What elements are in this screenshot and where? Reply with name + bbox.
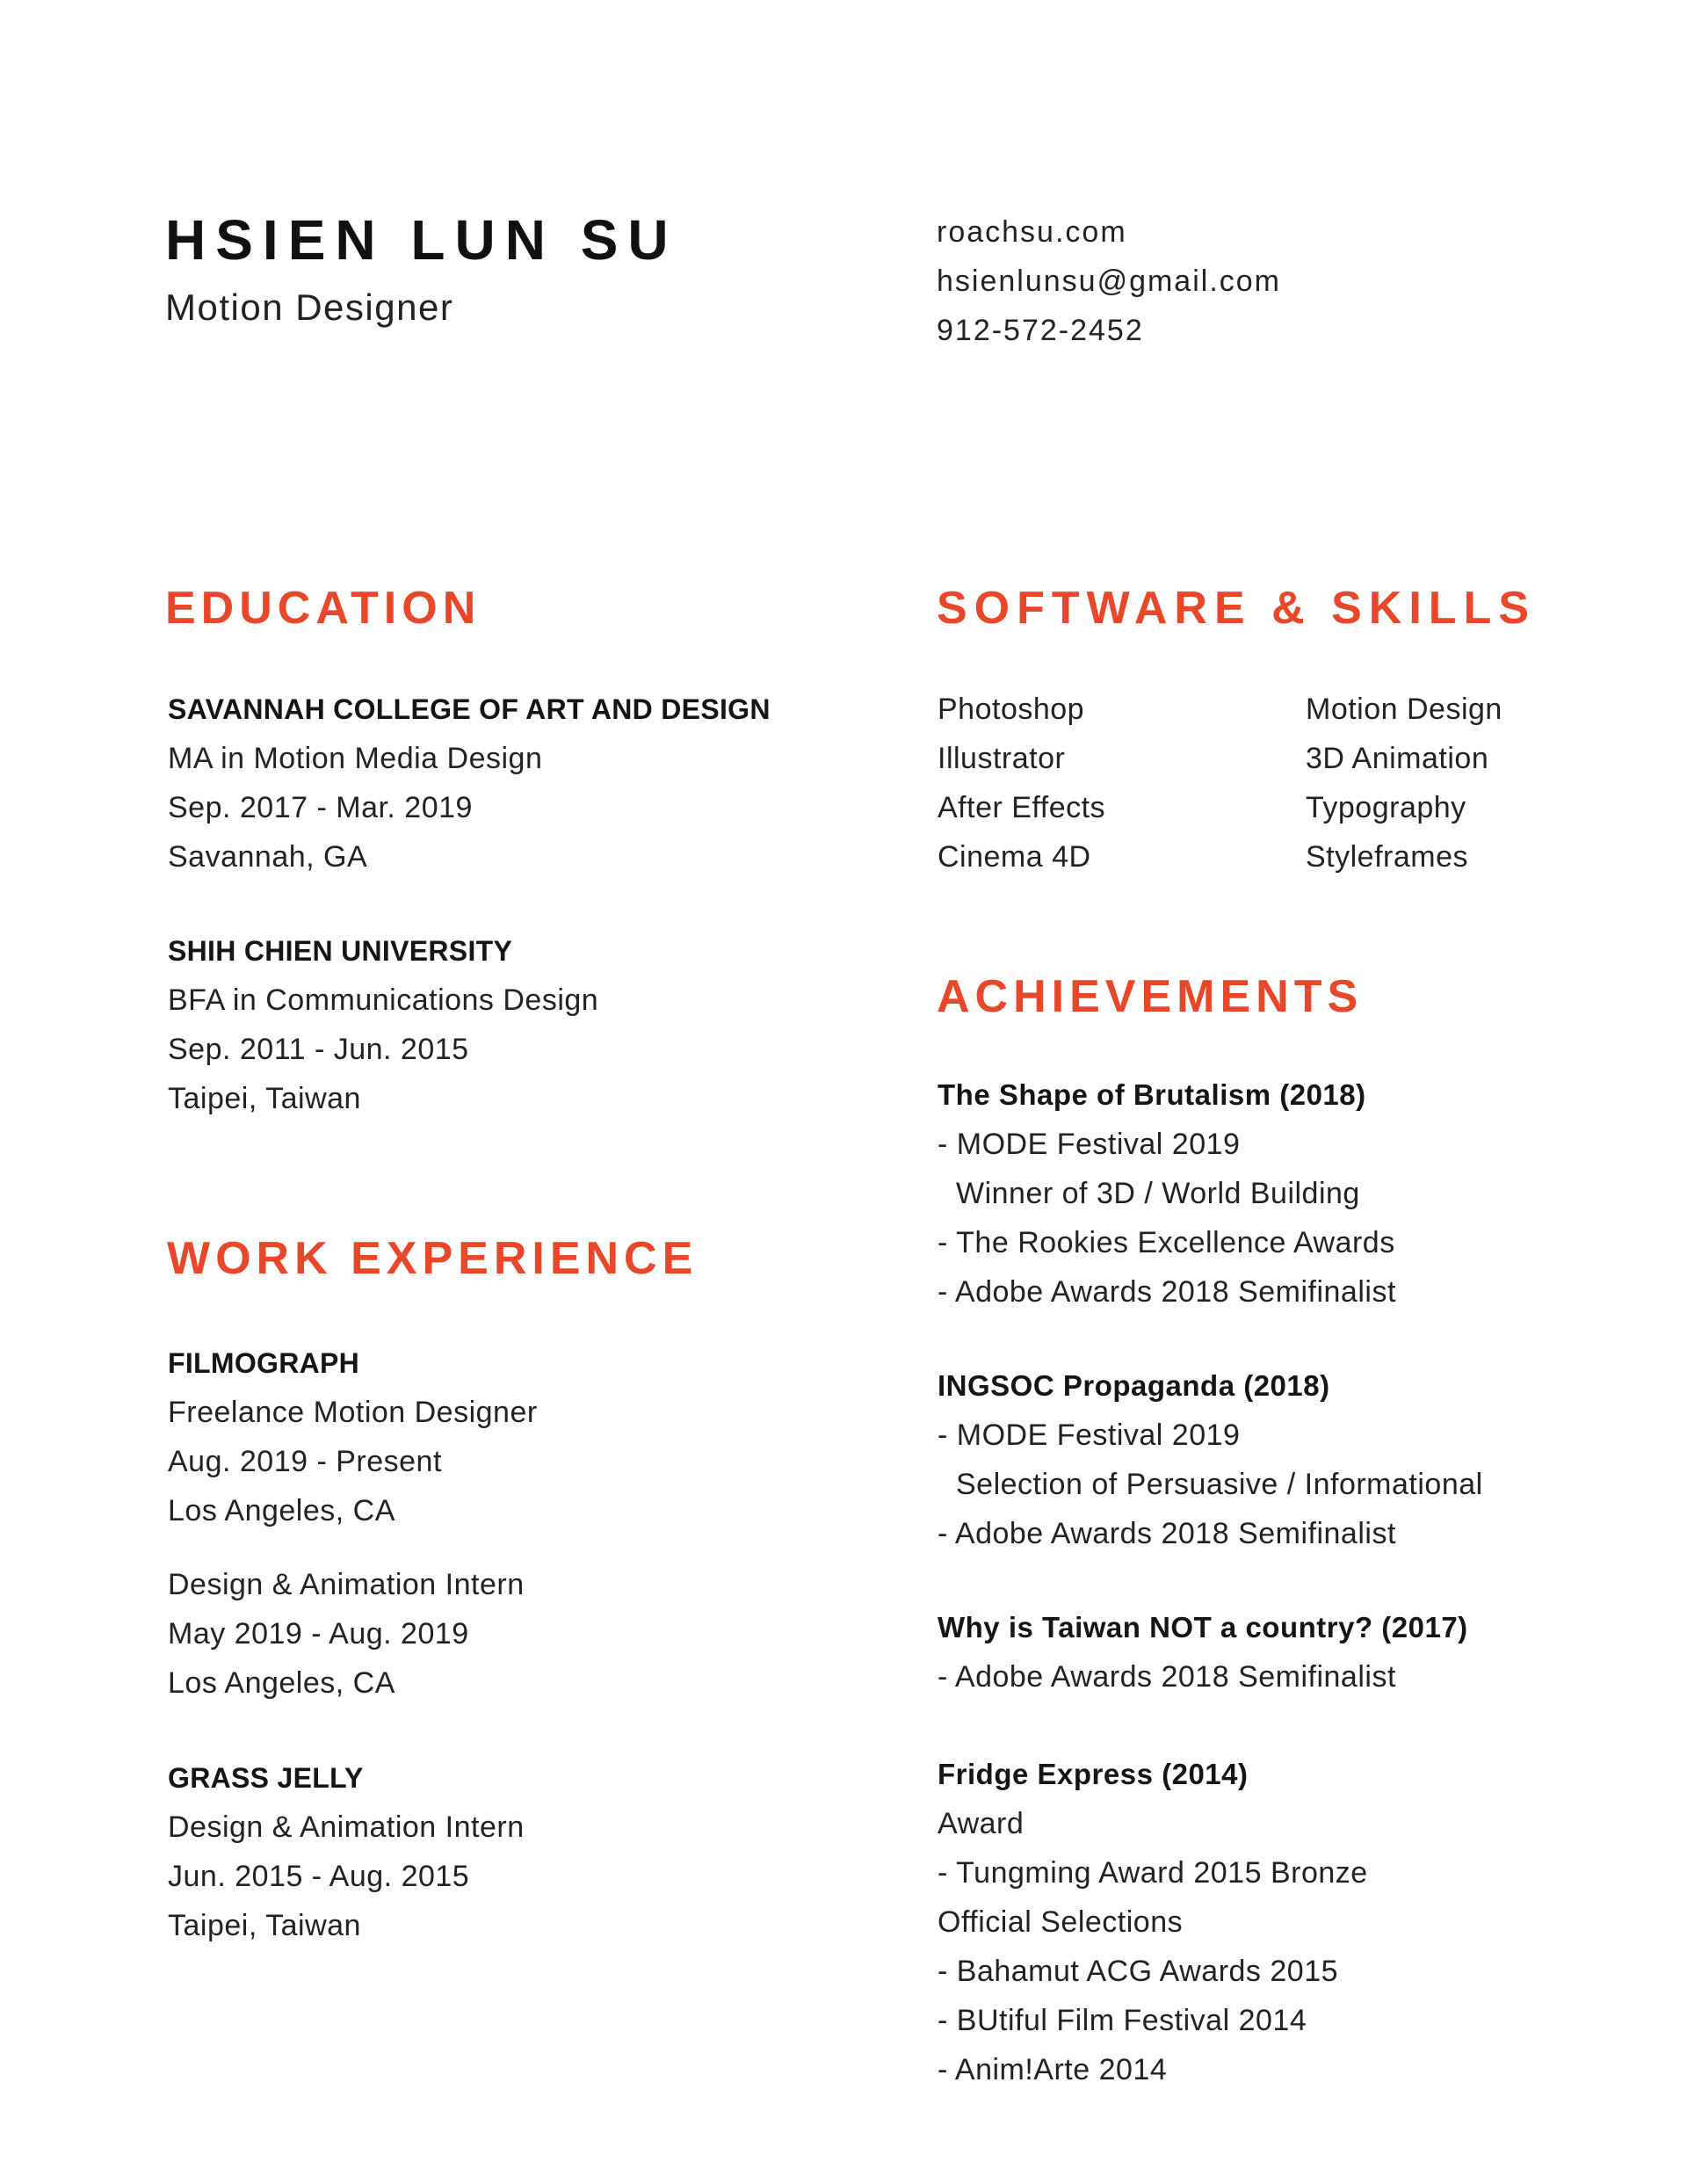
software-skills-heading: SOFTWARE & SKILLS: [937, 583, 1536, 634]
software-item: Photoshop: [938, 693, 1085, 726]
achievement-line: Winner of 3D / World Building: [956, 1177, 1360, 1210]
dates: Sep. 2011 - Jun. 2015: [168, 1033, 469, 1066]
dates: May 2019 - Aug. 2019: [168, 1617, 469, 1651]
achievement-line: Official Selections: [938, 1905, 1184, 1939]
work-entry: [168, 1560, 525, 1708]
achievement-line: - The Rookies Excellence Awards: [938, 1226, 1395, 1259]
skills-list: [1306, 685, 1502, 882]
achievement-line: - Adobe Awards 2018 Semifinalist: [938, 1517, 1396, 1550]
software-item: Cinema 4D: [938, 840, 1091, 874]
location: Taipei, Taiwan: [168, 1082, 361, 1115]
location: Taipei, Taiwan: [168, 1909, 361, 1942]
achievement-line: Award: [938, 1807, 1025, 1840]
project-title: Fridge Express (2014): [938, 1758, 1249, 1790]
work-entry: [168, 1753, 525, 1950]
achievement-line: - BUtiful Film Festival 2014: [938, 2004, 1307, 2037]
achievement-line: - MODE Festival 2019: [938, 1128, 1241, 1161]
company-name: FILMOGRAPH: [168, 1347, 360, 1379]
achievement-line: - MODE Festival 2019: [938, 1419, 1241, 1452]
achievement-project: [938, 1070, 1396, 1317]
achievement-line: - Bahamut ACG Awards 2015: [938, 1955, 1339, 1988]
location: Los Angeles, CA: [168, 1666, 395, 1700]
achievements-heading: ACHIEVEMENTS: [937, 971, 1364, 1022]
job-title: Design & Animation Intern: [168, 1568, 525, 1601]
achievement-line: - Tungming Award 2015 Bronze: [938, 1856, 1368, 1890]
skill-item: 3D Animation: [1306, 742, 1489, 775]
school-name: SAVANNAH COLLEGE OF ART AND DESIGN: [168, 693, 771, 725]
website-link[interactable]: roachsu.com: [937, 215, 1127, 249]
location: Los Angeles, CA: [168, 1494, 395, 1527]
software-list: [938, 685, 1105, 882]
phone-number: 912-572-2452: [937, 314, 1144, 347]
software-item: After Effects: [938, 791, 1106, 824]
skill-item: Motion Design: [1306, 693, 1502, 726]
project-title: The Shape of Brutalism (2018): [938, 1078, 1366, 1111]
location: Savannah, GA: [168, 840, 368, 874]
dates: Sep. 2017 - Mar. 2019: [168, 791, 473, 824]
dates: Jun. 2015 - Aug. 2015: [168, 1860, 470, 1893]
education-heading: EDUCATION: [165, 583, 481, 634]
candidate-name: HSIEN LUN SU: [165, 208, 678, 272]
project-title: Why is Taiwan NOT a country? (2017): [938, 1611, 1468, 1643]
work-experience-heading: WORK EXPERIENCE: [167, 1233, 699, 1284]
skill-item: Typography: [1306, 791, 1466, 824]
achievement-project: [938, 1361, 1483, 1558]
achievement-line: Selection of Persuasive / Informational: [956, 1468, 1483, 1501]
school-name: SHIH CHIEN UNIVERSITY: [168, 935, 513, 967]
education-entry: [168, 926, 598, 1123]
job-title: Freelance Motion Designer: [168, 1396, 538, 1429]
contact-info: [937, 207, 1281, 355]
achievement-project: [938, 1750, 1368, 2094]
job-title: Design & Animation Intern: [168, 1810, 525, 1844]
project-title: INGSOC Propaganda (2018): [938, 1369, 1330, 1402]
achievement-line: - Adobe Awards 2018 Semifinalist: [938, 1275, 1396, 1309]
candidate-role: Motion Designer: [165, 287, 454, 328]
software-item: Illustrator: [938, 742, 1066, 775]
education-entry: [168, 685, 771, 882]
achievement-project: [938, 1603, 1468, 1701]
company-name: GRASS JELLY: [168, 1762, 364, 1794]
dates: Aug. 2019 - Present: [168, 1445, 442, 1478]
email-link[interactable]: hsienlunsu@gmail.com: [937, 265, 1282, 298]
skill-item: Styleframes: [1306, 840, 1468, 874]
achievement-line: - Anim!Arte 2014: [938, 2053, 1168, 2086]
degree: MA in Motion Media Design: [168, 742, 543, 775]
degree: BFA in Communications Design: [168, 983, 599, 1017]
work-entry: [168, 1339, 538, 1535]
achievement-line: - Adobe Awards 2018 Semifinalist: [938, 1660, 1396, 1694]
